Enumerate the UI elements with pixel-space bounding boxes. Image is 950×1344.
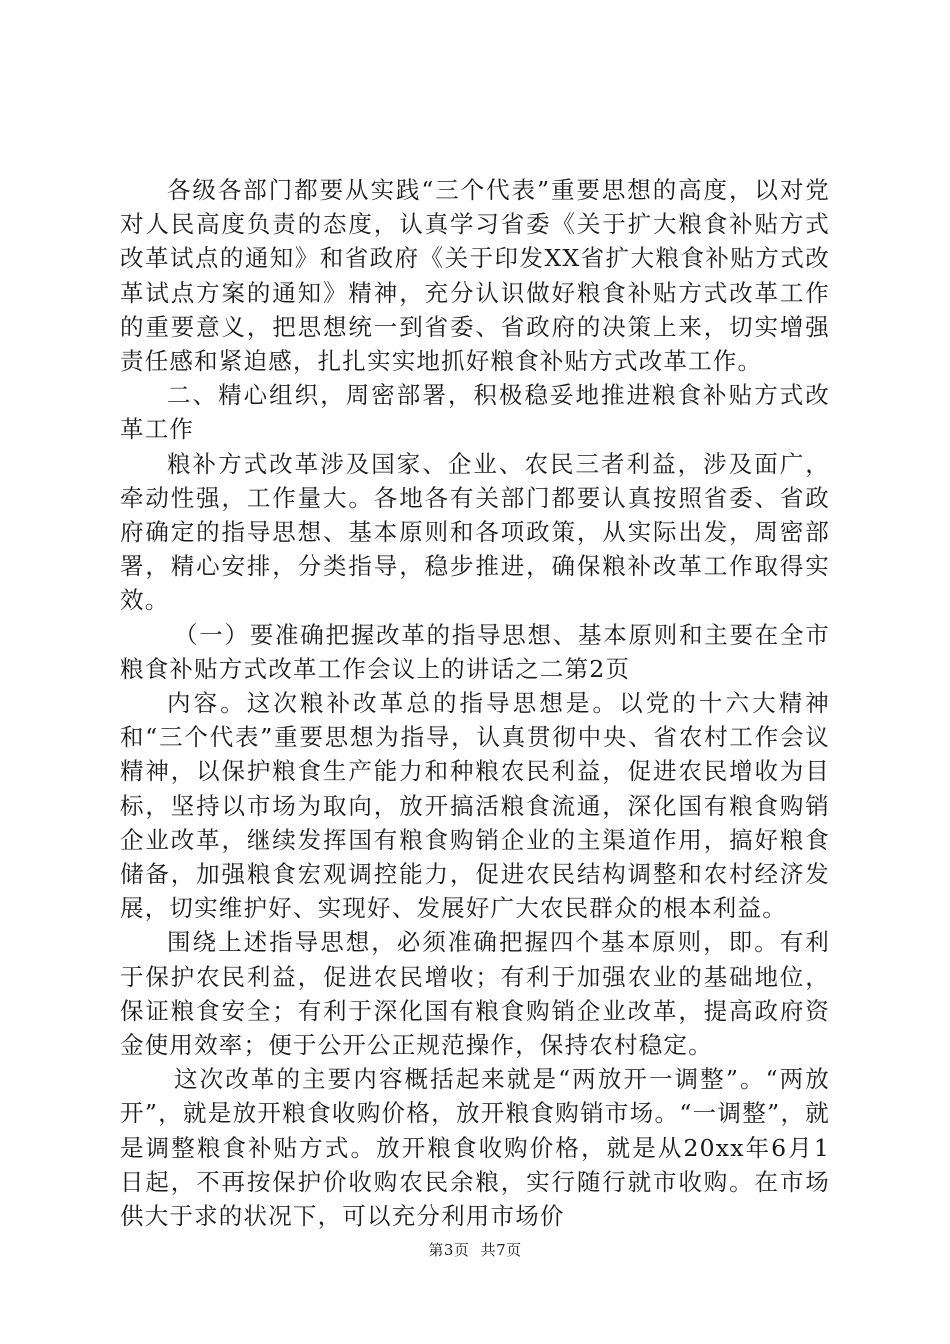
paragraph: 这次改革的主要内容概括起来就是“两放开一调整”。“两放开”，就是放开粮食收购价格，放开粮食购销市场。“一调整”，就是调整粮食补贴方式。放开粮食收购价格，就是从20xx年6月1日起，不再按保护价收购农民余粮，实行随行就市收购。在市场供大于求的状况下，可以充分利用市场价 xyxy=(120,1065,830,1231)
page-total: 共7页 xyxy=(480,1241,522,1259)
document-body xyxy=(120,173,830,1233)
page-footer xyxy=(0,1239,950,1260)
paragraph: 内容。这次粮补改革总的指导思想是。以党的十六大精神和“三个代表”重要思想为指导，认真贯彻中央、省农村工作会议精神，以保护粮食生产能力和种粮农民利益，促进农民增收为目标，坚持以市场为取向，放开搞活粮食流通，深化国有粮食购销企业改革，继续发挥国有粮食购销企业的主渠道作用，搞好粮食储备，加强粮食宏观调控能力，促进农民结构调整和农村经济发展，切实维护好、实现好、发展好广大农民群众的根本利益。 xyxy=(120,689,830,923)
paragraph: 各级各部门都要从实践“三个代表”重要思想的高度，以对党对人民高度负责的态度，认真学习省委《关于扩大粮食补贴方式改革试点的通知》和省政府《关于印发XX省扩大粮食补贴方式改革试点方案的通知》精神，充分认识做好粮食补贴方式改革工作的重要意义，把思想统一到省委、省政府的决策上来，切实增强责任感和紧迫感，扎扎实实地抓好粮食补贴方式改革工作。 xyxy=(120,176,830,376)
paragraph: 围绕上述指导思想，必须准确把握四个基本原则，即。有利于保护农民利益，促进农民增收；有利于加强农业的基础地位，保证粮食安全；有利于深化国有粮食购销企业改革，提高政府资金使用效率；便于公开公正规范操作，保持农村稳定。 xyxy=(120,928,830,1060)
paragraph: 粮补方式改革涉及国家、企业、农民三者利益，涉及面广，牵动性强，工作量大。各地各有关部门都要认真按照省委、省政府确定的指导思想、基本原则和各项政策，从实际出发，周密部署，精心安排，分类指导，稳步推进，确保粮补改革工作取得实效。 xyxy=(120,449,830,615)
section-heading: 二、精心组织，周密部署，积极稳妥地推进粮食补贴方式改革工作 xyxy=(120,381,830,444)
subsection-heading: （一）要准确把握改革的指导思想、基本原则和主要在全市粮食补贴方式改革工作会议上的讲话之二第2页 xyxy=(120,620,830,683)
page-number: 第3页 xyxy=(428,1241,470,1259)
